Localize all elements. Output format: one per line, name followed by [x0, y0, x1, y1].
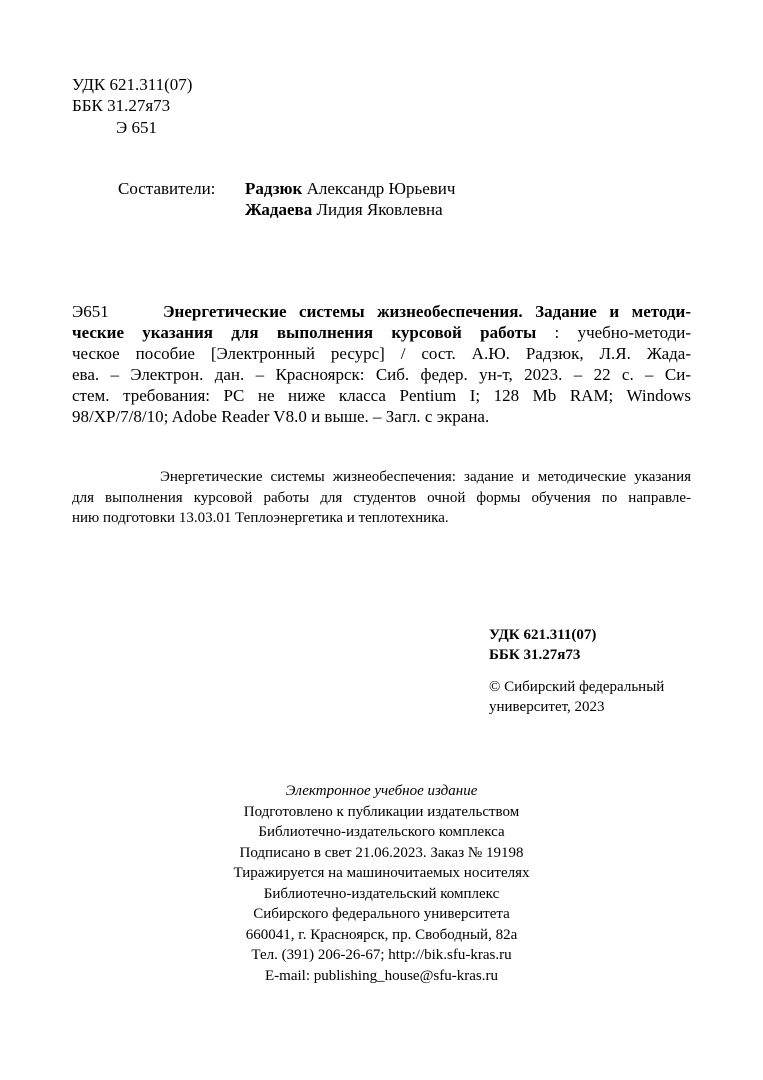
imprint-line-9: E-mail: publishing_house@sfu-kras.ru: [265, 967, 498, 984]
imprint-line-5: Библиотечно-издательский комплекс: [263, 885, 500, 902]
record-code: Э651: [72, 302, 109, 321]
copyright-line2: университет, 2023: [489, 699, 605, 715]
record-line6: 98/XP/7/8/10; Adobe Reader V8.0 и выше. – Загл. с экрана.: [72, 407, 490, 426]
imprint-line-4: Тиражируется на машиночитаемых носителях: [233, 865, 530, 881]
annotation-line3: нию подготовки 13.03.01 Теплоэнергетика и теплотехника.: [72, 510, 449, 526]
edition-type: Электронное учебное издание: [285, 783, 478, 799]
imprint: [180, 781, 583, 986]
right-udk: УДК 621.311(07): [489, 627, 597, 643]
record-title-line2: [72, 322, 691, 343]
imprint-line-2: Библиотечно-издательского комплекса: [258, 824, 505, 840]
annotation-line1: Энергетические системы жизнеобеспечения: задание и методические указания: [160, 469, 691, 485]
bbk-code: ББК 31.27я73: [72, 96, 171, 115]
record-title-line1: Энергетические системы жизнеобеспечения. Задание и методи-: [163, 302, 691, 321]
compiler-1-name: Александр Юрьевич: [306, 179, 456, 198]
record-title-line2-rest: : учебно-методи-: [536, 323, 691, 342]
compiler-2-surname: Жадаева: [245, 200, 313, 219]
record-title-line2-bold: ческие указания для выполнения курсовой работы: [72, 323, 537, 342]
compiler-1-surname: Радзюк: [245, 179, 303, 198]
author-mark: Э 651: [116, 118, 157, 137]
compiler-1: [245, 178, 455, 199]
udk-code: УДК 621.311(07): [72, 75, 193, 94]
bibliographic-record: [72, 301, 691, 427]
compiler-2: [245, 199, 443, 220]
imprint-line-6: Сибирского федерального университета: [253, 906, 510, 922]
annotation: [72, 467, 691, 529]
right-bbk: ББК 31.27я73: [489, 647, 581, 663]
imprint-line-1: Подготовлено к публикации издательством: [243, 803, 520, 820]
compiler-2-name: Лидия Яковлевна: [316, 200, 443, 219]
compilers-label: Составители:: [118, 179, 216, 198]
imprint-line-7: 660041, г. Красноярск, пр. Свободный, 82а: [245, 926, 518, 943]
record-line3: ческое пособие [Электронный ресурс] / сост. А.Ю. Радзюк, Л.Я. Жада-: [72, 344, 691, 363]
record-line5: стем. требования: PC не ниже класса Pentium I; 128 Mb RAM; Windows: [72, 386, 691, 405]
copyright-line1: © Сибирский федеральный: [489, 679, 665, 695]
imprint-line-3: Подписано в свет 21.06.2023. Заказ № 19198: [239, 844, 524, 861]
imprint-line-8: Тел. (391) 206-26-67; http://bik.sfu-kras.ru: [251, 947, 512, 963]
annotation-line2: для выполнения курсовой работы для студентов очной формы обучения по направле-: [72, 489, 691, 506]
record-line4: ева. – Электрон. дан. – Красноярск: Сиб. федер. ун-т, 2023. – 22 с. – Си-: [72, 365, 691, 384]
